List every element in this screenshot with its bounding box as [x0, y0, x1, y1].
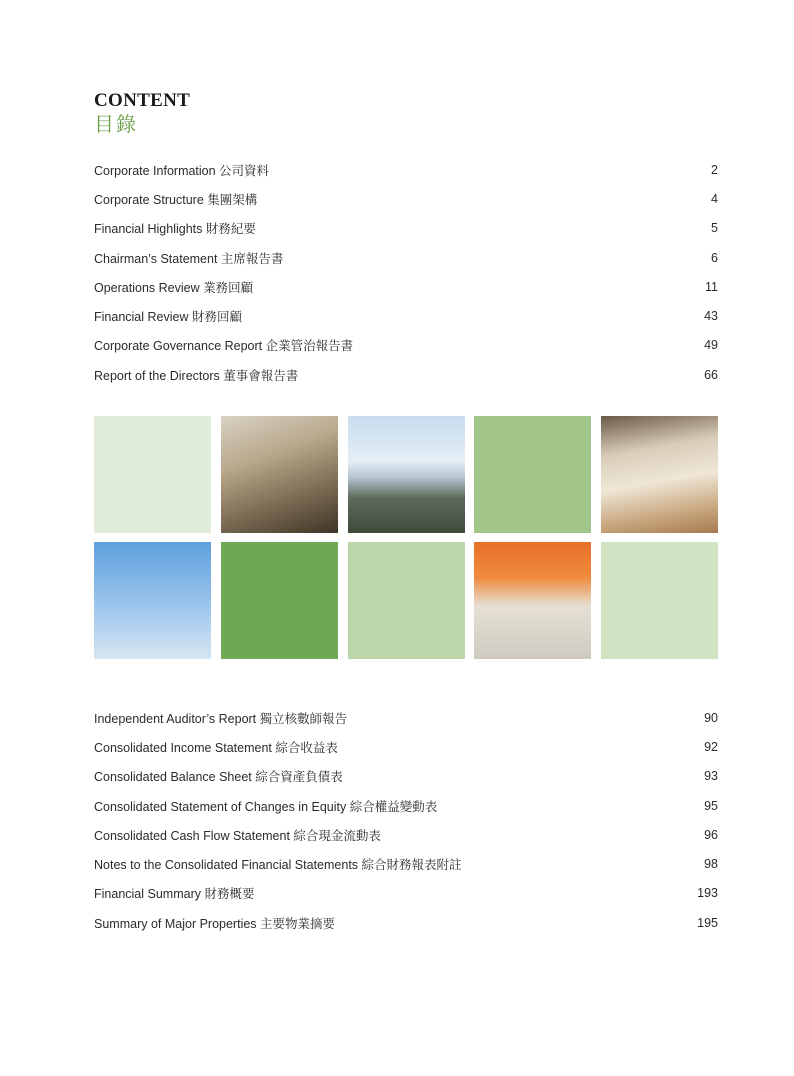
- toc-entry-page-number: 90: [704, 710, 718, 725]
- color-tile: [221, 542, 338, 659]
- toc-entry-page-number: 2: [711, 162, 718, 177]
- toc-entry-page-number: 11: [705, 279, 718, 294]
- toc-entry-label: Consolidated Balance Sheet 綜合資產負債表: [94, 770, 343, 785]
- toc-entry[interactable]: [94, 243, 718, 272]
- color-tile: [474, 416, 591, 533]
- toc-entry-page-number: 93: [704, 769, 718, 784]
- toc-entry[interactable]: [94, 820, 718, 849]
- toc-entry-page-number: 92: [704, 739, 718, 754]
- toc-entry-label: Corporate Structure 集團架構: [94, 192, 258, 207]
- bay-photo: [348, 416, 465, 533]
- toc-entry-page-number: 96: [704, 827, 718, 842]
- toc-entry-label: Chairman’s Statement 主席報告書: [94, 251, 284, 266]
- toc-entry-label: Report of the Directors 董事會報告書: [94, 368, 299, 383]
- toc-entry-page-number: 5: [711, 221, 718, 236]
- toc-entry-label: Consolidated Income Statement 綜合收益表: [94, 740, 338, 755]
- toc-entry[interactable]: [94, 155, 718, 184]
- toc-entry[interactable]: [94, 214, 718, 243]
- color-tile: [348, 542, 465, 659]
- toc-entry-label: Financial Review 財務回顧: [94, 310, 242, 325]
- image-grid: [94, 416, 718, 659]
- shop-photo: [474, 542, 591, 659]
- toc-entry-page-number: 195: [697, 915, 718, 930]
- toc-entry-page-number: 6: [711, 250, 718, 265]
- toc-entry-page-number: 193: [697, 886, 718, 901]
- toc-entry-label: Notes to the Consolidated Financial Statements 綜合財務報表附註: [94, 858, 462, 873]
- toc-entry[interactable]: [94, 360, 718, 389]
- toc-entry-label: Operations Review 業務回顧: [94, 280, 254, 295]
- lobby-photo: [601, 416, 718, 533]
- toc-entry[interactable]: [94, 331, 718, 360]
- toc-entry[interactable]: [94, 184, 718, 213]
- toc-entry-label: Financial Highlights 財務紀要: [94, 222, 256, 237]
- page-title: CONTENT: [94, 90, 191, 111]
- toc-entry-label: Corporate Information 公司資料: [94, 163, 270, 178]
- color-tile: [601, 542, 718, 659]
- toc-entry[interactable]: [94, 791, 718, 820]
- corridor-photo: [221, 416, 338, 533]
- toc-entry-label: Consolidated Statement of Changes in Equity 綜合權益變動表: [94, 799, 438, 814]
- toc-entry[interactable]: [94, 762, 718, 791]
- page-title-chinese: 目錄: [94, 112, 138, 136]
- color-tile: [94, 416, 211, 533]
- page-heading: [94, 90, 190, 136]
- toc-entry-label: Financial Summary 財務概要: [94, 887, 255, 902]
- toc-entry-page-number: 43: [704, 309, 718, 324]
- toc-entry-label: Consolidated Cash Flow Statement 綜合現金流動表: [94, 828, 381, 843]
- toc-entry-page-number: 66: [704, 367, 718, 382]
- toc-entry[interactable]: [94, 879, 718, 908]
- toc-entry[interactable]: [94, 908, 718, 937]
- toc-entry-page-number: 95: [704, 798, 718, 813]
- table-of-contents-top: [94, 155, 718, 389]
- toc-entry-label: Summary of Major Properties 主要物業摘要: [94, 916, 336, 931]
- toc-entry-page-number: 49: [704, 338, 718, 353]
- table-of-contents-bottom: [94, 703, 718, 937]
- toc-entry[interactable]: [94, 732, 718, 761]
- toc-entry-label: Corporate Governance Report 企業管治報告書: [94, 339, 354, 354]
- toc-entry[interactable]: [94, 301, 718, 330]
- toc-entry[interactable]: [94, 703, 718, 732]
- toc-entry-label: Independent Auditor’s Report 獨立核數師報告: [94, 711, 348, 726]
- toc-entry-page-number: 4: [711, 191, 718, 206]
- toc-entry-page-number: 98: [704, 857, 718, 872]
- toc-entry[interactable]: [94, 272, 718, 301]
- toc-entry[interactable]: [94, 849, 718, 878]
- building-photo: [94, 542, 211, 659]
